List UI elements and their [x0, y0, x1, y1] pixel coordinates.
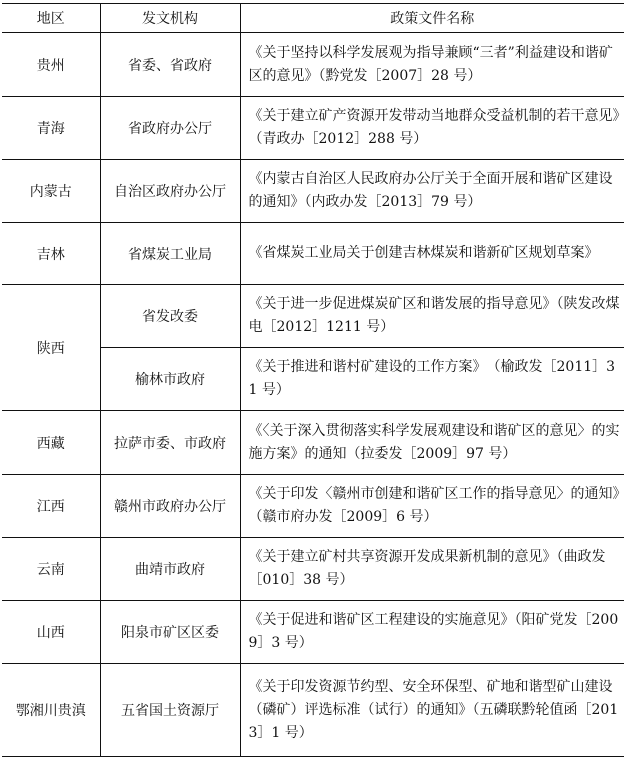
region-cell: [2, 538, 100, 601]
region-text: 西藏: [36, 435, 65, 452]
issuer-text: 省发改委: [142, 309, 198, 325]
issuer-cell: [100, 411, 240, 475]
document-cell: 《关于建立矿村共享资源开发成果新机制的意见》（曲政发［010］38 号）: [240, 538, 624, 601]
issuer-cell: [100, 348, 240, 411]
region-text: 山西: [36, 625, 65, 641]
table-row: [2, 160, 624, 223]
table-row: [2, 411, 624, 475]
region-cell: [2, 411, 100, 475]
region-text: 内蒙古: [29, 184, 72, 200]
header-region: 地区: [36, 11, 65, 27]
table-header: [2, 4, 624, 33]
region-cell: [2, 664, 100, 757]
document-cell: 《〈关于深入贯彻落实科学发展观建设和谐矿区的意见〉的实施方案》的通知（拉委发［2009］97 号）: [240, 411, 624, 475]
region-cell: [2, 97, 100, 160]
issuer-text: 省委、省政府: [128, 57, 212, 74]
region-cell: [2, 33, 100, 97]
region-text: 云南: [36, 562, 65, 578]
table-row: [2, 97, 624, 160]
region-cell: [2, 285, 100, 411]
issuer-cell: [100, 33, 240, 97]
table-row: [2, 664, 624, 757]
issuer-cell: [100, 160, 240, 223]
table-row: [2, 285, 624, 348]
region-cell: [2, 475, 100, 538]
region-text: 青海: [36, 121, 65, 137]
issuer-text: 拉萨市委、市政府: [114, 435, 226, 452]
region-cell: [2, 223, 100, 285]
document-cell: 《内蒙古自治区人民政府办公厅关于全面开展和谐矿区建设的通知》（内政办发［2013］79 号）: [240, 160, 624, 223]
issuer-cell: [100, 538, 240, 601]
document-cell: 《关于坚持以科学发展观为指导兼顾“三者”利益建设和谐矿区的意见》（黔党发［2007］28 号）: [240, 33, 624, 97]
region-text: 吉林: [36, 246, 65, 263]
issuer-text: 五省国土资源厅: [121, 703, 219, 719]
issuer-text: 省政府办公厅: [128, 121, 212, 137]
policy-table: [2, 3, 624, 757]
table-row: [2, 538, 624, 601]
issuer-cell: [100, 475, 240, 538]
issuer-text: 自治区政府办公厅: [114, 184, 226, 200]
region-text: 贵州: [36, 57, 65, 74]
issuer-text: 赣州市政府办公厅: [114, 499, 226, 515]
document-cell: 《省煤炭工业局关于创建吉林煤炭和谐新矿区规划草案》: [240, 223, 624, 285]
document-cell: 《关于促进和谐矿区工程建设的实施意见》（阳矿党发［2009］3 号）: [240, 601, 624, 664]
table-row: [2, 223, 624, 285]
issuer-text: 阳泉市矿区区委: [121, 625, 219, 641]
document-cell: 《关于建立矿产资源开发带动当地群众受益机制的若干意见》（青政办［2012］288 号）: [240, 97, 624, 160]
issuer-cell: [100, 97, 240, 160]
region-text: 江西: [36, 499, 65, 515]
header-document: 政策文件名称: [240, 4, 624, 33]
issuer-cell: [100, 285, 240, 348]
region-cell: [2, 160, 100, 223]
issuer-cell: [100, 601, 240, 664]
issuer-text: 榆林市政府: [135, 372, 205, 388]
region-cell: [2, 601, 100, 664]
issuer-text: 曲靖市政府: [135, 562, 205, 578]
document-cell: 《关于印发〈赣州市创建和谐矿区工作的指导意见〉的通知》（赣市府办发［2009］6 号）: [240, 475, 624, 538]
region-text: 鄂湘川贵滇: [15, 703, 86, 719]
header-issuer: 发文机构: [100, 4, 240, 33]
document-cell: 《关于推进和谐村矿建设的工作方案》 （榆政发［2011］31 号）: [240, 348, 624, 411]
issuer-text: 省煤炭工业局: [128, 246, 212, 263]
table-body: [2, 33, 624, 757]
table-row: [2, 33, 624, 97]
document-cell: 《关于进一步促进煤炭矿区和谐发展的指导意见》（陕发改煤电［2012］1211 号）: [240, 285, 624, 348]
table-row: [2, 475, 624, 538]
issuer-cell: [100, 664, 240, 757]
region-text: 陕西: [36, 340, 65, 357]
header-row: [2, 4, 624, 33]
table-row: [2, 601, 624, 664]
issuer-cell: [100, 223, 240, 285]
document-cell: 《关于印发资源节约型、安全环保型、矿地和谐型矿山建设（磷矿）评选标准（试行）的通知》（五磷联黔轮值函［2013］1 号）: [240, 664, 624, 757]
